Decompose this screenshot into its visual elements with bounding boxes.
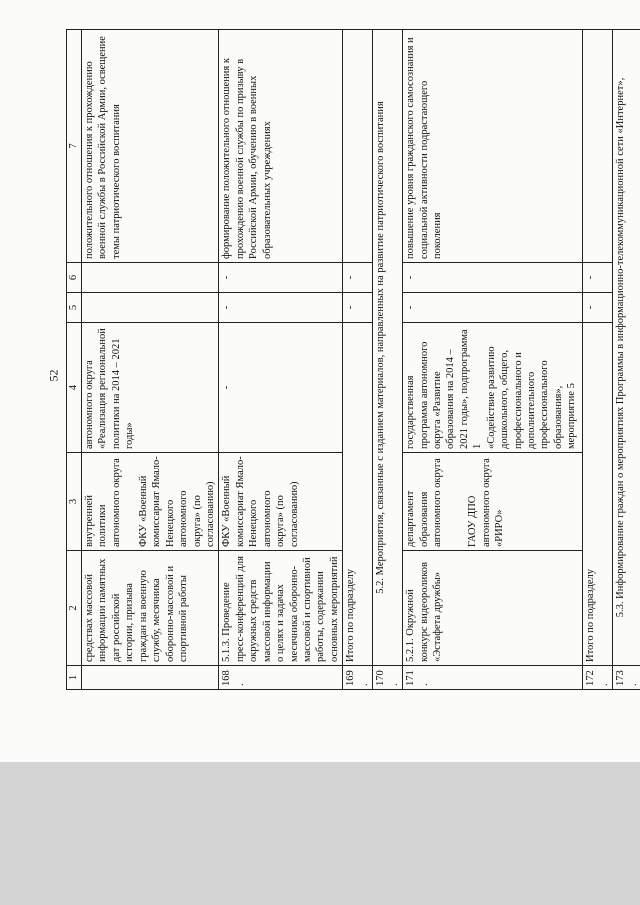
cell-col5: - (219, 293, 343, 323)
cell-col6: - (343, 263, 373, 293)
cell-col5: - (583, 293, 613, 323)
cell-program: - (219, 323, 343, 453)
header-cell: 7 (67, 30, 82, 263)
cell-program (403, 323, 583, 453)
section-title: 5.2. Мероприятия, связанные с изданием материалов, направленных на развитие патриотического воспитания (373, 30, 403, 666)
row-number: 173. (612, 666, 640, 690)
cell-col5: - (403, 293, 583, 323)
cell-executor: внутренней политики автономного округа ФКУ «Военный комиссариат Ямало-Ненецкого автономного округа» (по согласованию) (82, 453, 219, 551)
cell-action: 5.1.3. Проведение пресс-конференций для окружных средств массовой информации о целях и задачах месячника оборонно-массовой и спортивной работы, содержании основных мероприятий (219, 551, 343, 666)
table-row (82, 30, 219, 690)
cell-result: повышение уровня гражданского самосознания и социальной активности подрастающего поколения (403, 30, 583, 263)
header-cell: 3 (67, 453, 82, 551)
page-number: 52 (46, 369, 61, 382)
section-row (612, 30, 640, 690)
cell-program: автономного округа «Реализация региональной политики на 2014 – 2021 годы» (82, 323, 219, 453)
header-cell: 1 (67, 666, 82, 690)
cell-result: формирование положительного отношения к прохождению военной службы по призыву в Российской Армии, обучению в военных образовательных учреждениях (219, 30, 343, 263)
cell-result: положительного отношения к прохождению военной службы в Российской Армии, освещение темы патриотического воспитания (82, 30, 219, 263)
page-shadow (0, 762, 640, 905)
row-number: 169. (343, 666, 373, 690)
row-number: 171. (403, 666, 583, 690)
header-cell: 6 (67, 263, 82, 293)
cell-col6: - (583, 263, 613, 293)
cell-action: средствах массовой информации памятных дат российской истории, призыва граждан на военную службу, месячника оборонно-массовой и спортивной работы (82, 551, 219, 666)
subtotal-label: Итого по подразделу (343, 323, 373, 666)
row-number: 172. (583, 666, 613, 690)
table-row (583, 30, 613, 690)
executor-1: департамент образования автономного округа (405, 458, 443, 547)
cell-col6: - (219, 263, 343, 293)
cell-col5: - (343, 293, 373, 323)
table-row (403, 30, 583, 690)
header-cell: 4 (67, 323, 82, 453)
table-row (219, 30, 343, 690)
program-2: «Содействие развитию дошкольного, общего, профессионального и дополнительного профессионального образования», мероприятие 5 (485, 346, 578, 449)
section-row (373, 30, 403, 690)
row-number: 170. (373, 666, 403, 690)
rotated-table-area (66, 30, 640, 690)
cell-col6: - (403, 263, 583, 293)
table-row (343, 30, 373, 690)
row-number: 168. (219, 666, 343, 690)
cell-executor (403, 453, 583, 551)
subtotal-label: Итого по подразделу (583, 323, 613, 666)
header-cell: 2 (67, 551, 82, 666)
header-row (67, 30, 82, 690)
header-cell: 5 (67, 293, 82, 323)
cell-action: 5.2.1. Окружной конкурс видеороликов «Эстафета дружбы» (403, 551, 583, 666)
program-1: государственная программа автономного округа «Развитие образования на 2014 – 2021 годы», подпрограмма 1 (405, 329, 484, 449)
program-table (66, 29, 640, 690)
executor-2: ГАОУ ДПО автономного округа «РИРО» (467, 458, 506, 547)
section-title: 5.3. Информирование граждан о мероприятиях Программы в информационно-телекоммуникационной сети «Интернет», (612, 30, 640, 666)
cell-executor: ФКУ «Военный комиссариат Ямало-Ненецкого автономного округа» (по согласованию) (219, 453, 343, 551)
